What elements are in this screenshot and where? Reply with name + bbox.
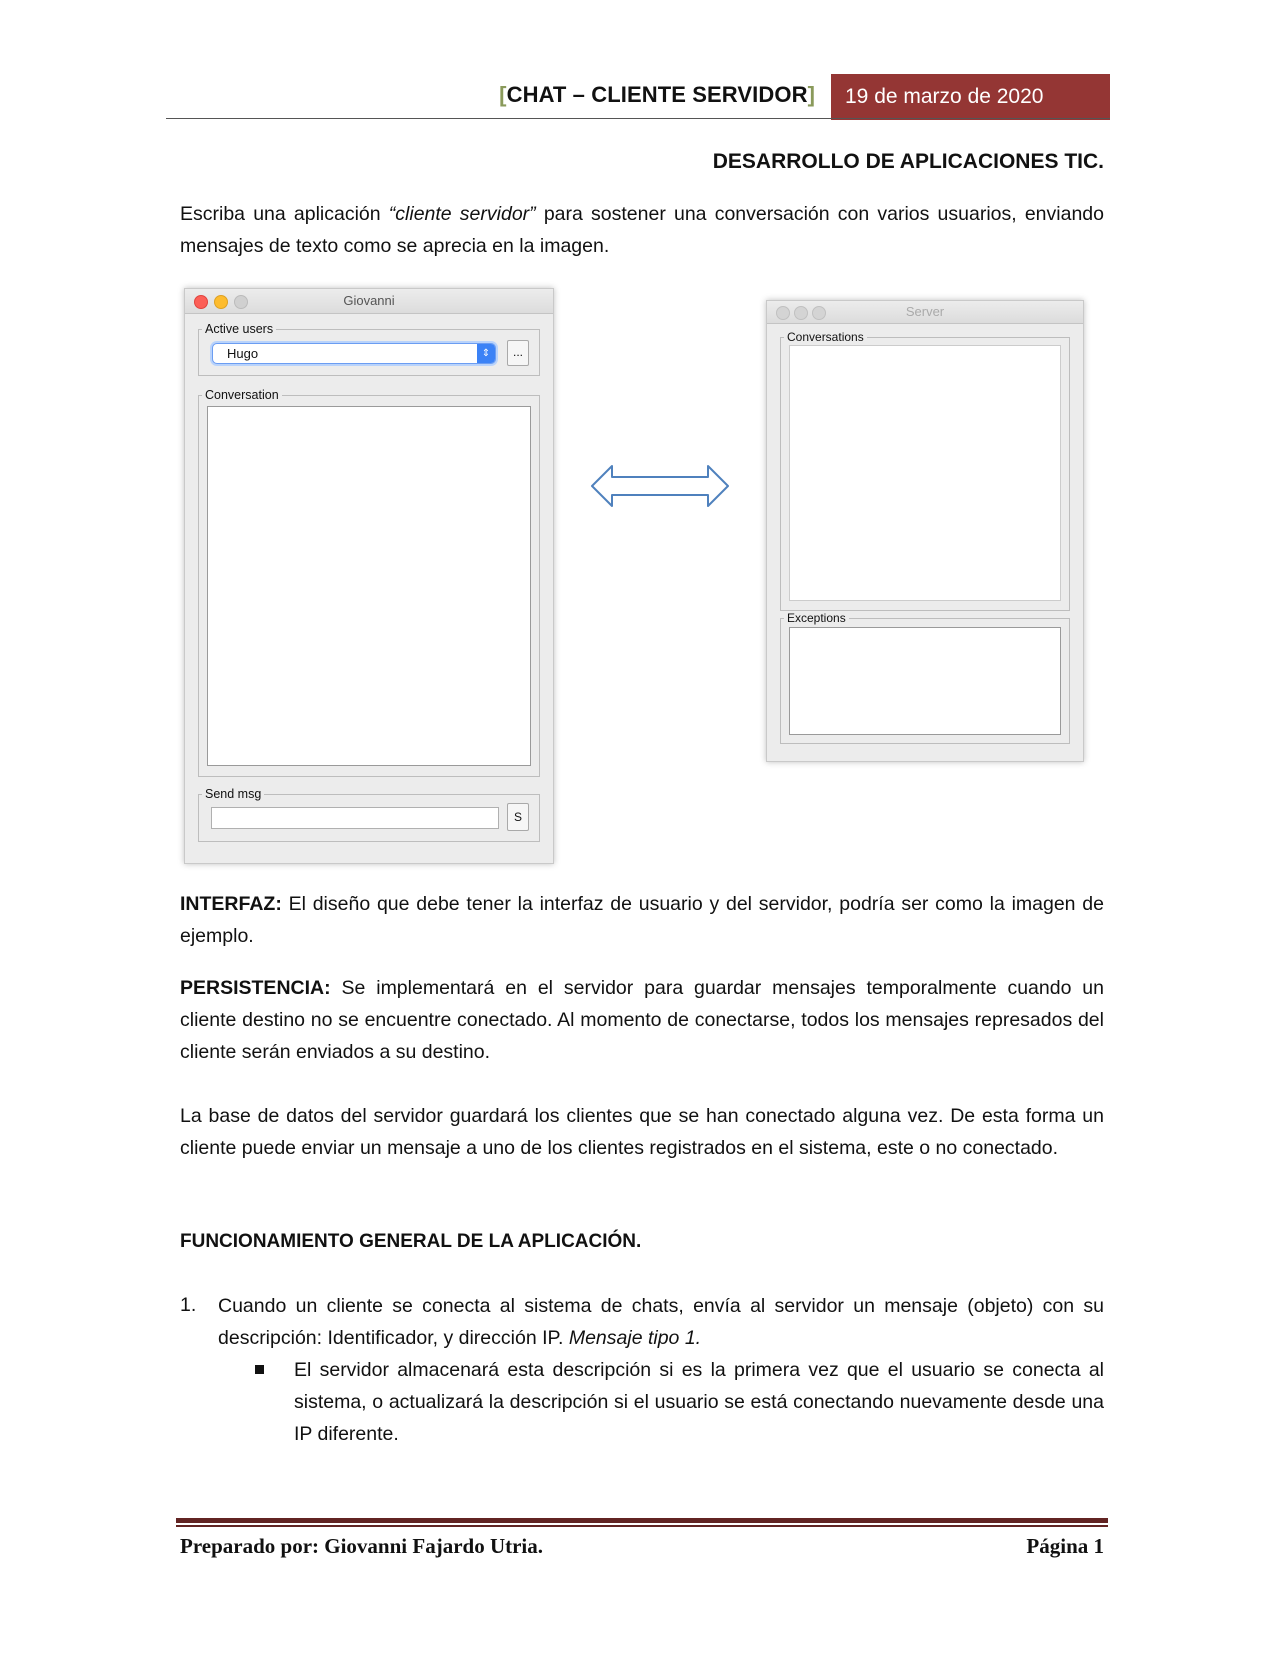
selected-user: Hugo — [227, 346, 259, 361]
close-icon[interactable] — [776, 306, 790, 320]
bullet-text: El servidor almacenará esta descripción si es la primera vez que el usuario se conecta al sistema, o actualizará la descripción si el usuario se está conectando nuevamente desde una IP diferente. — [294, 1359, 1104, 1445]
persistencia-paragraph — [180, 972, 1104, 1068]
active-users-select[interactable] — [212, 343, 496, 364]
funcionamiento-heading: FUNCIONAMIENTO GENERAL DE LA APLICACIÓN. — [180, 1231, 642, 1252]
header-date: 19 de marzo de 2020 — [831, 74, 1110, 120]
conversations-label: Conversations — [784, 330, 867, 344]
zoom-icon[interactable] — [234, 295, 248, 309]
bracket-open: [ — [499, 82, 507, 107]
persistencia-text: Se implementará en el servidor para guardar mensajes temporalmente cuando un cliente destino no se encuentre conectado. Al momento de conectarse, todos los mensajes represados del cliente serán enviados a su destino. — [180, 977, 1104, 1063]
header-title-text: CHAT – CLIENTE SERVIDOR — [506, 82, 808, 107]
list-item-italic: Mensaje tipo 1. — [568, 1327, 702, 1349]
base-datos-paragraph: La base de datos del servidor guardará los clientes que se han conectado alguna vez. De esta forma un cliente puede enviar un mensaje a uno de los clientes registrados en el sistema, este o no conectado. — [180, 1105, 1104, 1159]
zoom-icon[interactable] — [812, 306, 826, 320]
bracket-close: ] — [807, 82, 815, 107]
bullet-square-icon — [255, 1365, 264, 1374]
interfaz-paragraph — [180, 888, 1104, 952]
exceptions-label: Exceptions — [784, 611, 849, 625]
list-item-text: Cuando un cliente se conecta al sistema de chats, envía al servidor un mensaje (objeto) con su descripción: Identificador, y dirección IP. — [218, 1295, 1104, 1349]
persistencia-label: PERSISTENCIA: — [180, 977, 331, 999]
double-arrow-icon — [590, 462, 730, 510]
intro-part2: para sostener una conversación con varios usuarios, enviando mensajes de texto como se aprecia en la imagen. — [180, 203, 1104, 257]
minimize-icon[interactable] — [214, 295, 228, 309]
intro-paragraph — [180, 198, 1104, 262]
list-item — [218, 1290, 1104, 1354]
minimize-icon[interactable] — [794, 306, 808, 320]
interfaz-text: El diseño que debe tener la interfaz de usuario y del servidor, podría ser como la imagen de ejemplo. — [180, 893, 1104, 947]
server-titlebar — [767, 301, 1083, 324]
header-divider — [166, 118, 1110, 119]
send-button[interactable]: S — [507, 803, 529, 831]
conversation-label: Conversation — [202, 388, 282, 402]
send-msg-label: Send msg — [202, 787, 264, 801]
client-window-title: Giovanni — [343, 293, 395, 308]
active-users-label: Active users — [202, 322, 276, 336]
footer-page-number: Página 1 — [1026, 1534, 1104, 1558]
footer-rule-thick — [176, 1518, 1108, 1523]
close-icon[interactable] — [194, 295, 208, 309]
conversation-textarea[interactable] — [207, 406, 531, 766]
footer-author: Preparado por: Giovanni Fajardo Utria. — [180, 1534, 544, 1558]
client-titlebar — [185, 289, 553, 314]
list-number: 1. — [180, 1294, 197, 1316]
interfaz-label: INTERFAZ: — [180, 893, 282, 915]
chevron-updown-icon: ⇕ — [477, 344, 495, 363]
intro-italic: “cliente servidor” — [388, 203, 536, 225]
conversations-textarea[interactable] — [789, 345, 1061, 601]
server-window-title: Server — [905, 304, 945, 319]
header-title — [499, 82, 815, 108]
client-window — [184, 288, 554, 864]
exceptions-textarea[interactable] — [789, 627, 1061, 735]
intro-part1: Escriba una aplicación — [180, 203, 389, 225]
footer-rule-thin — [176, 1525, 1108, 1527]
more-users-button[interactable]: ... — [507, 340, 529, 366]
message-input[interactable] — [211, 807, 499, 829]
subject-heading: DESARROLLO DE APLICACIONES TIC. — [712, 150, 1104, 173]
server-window — [766, 300, 1084, 762]
